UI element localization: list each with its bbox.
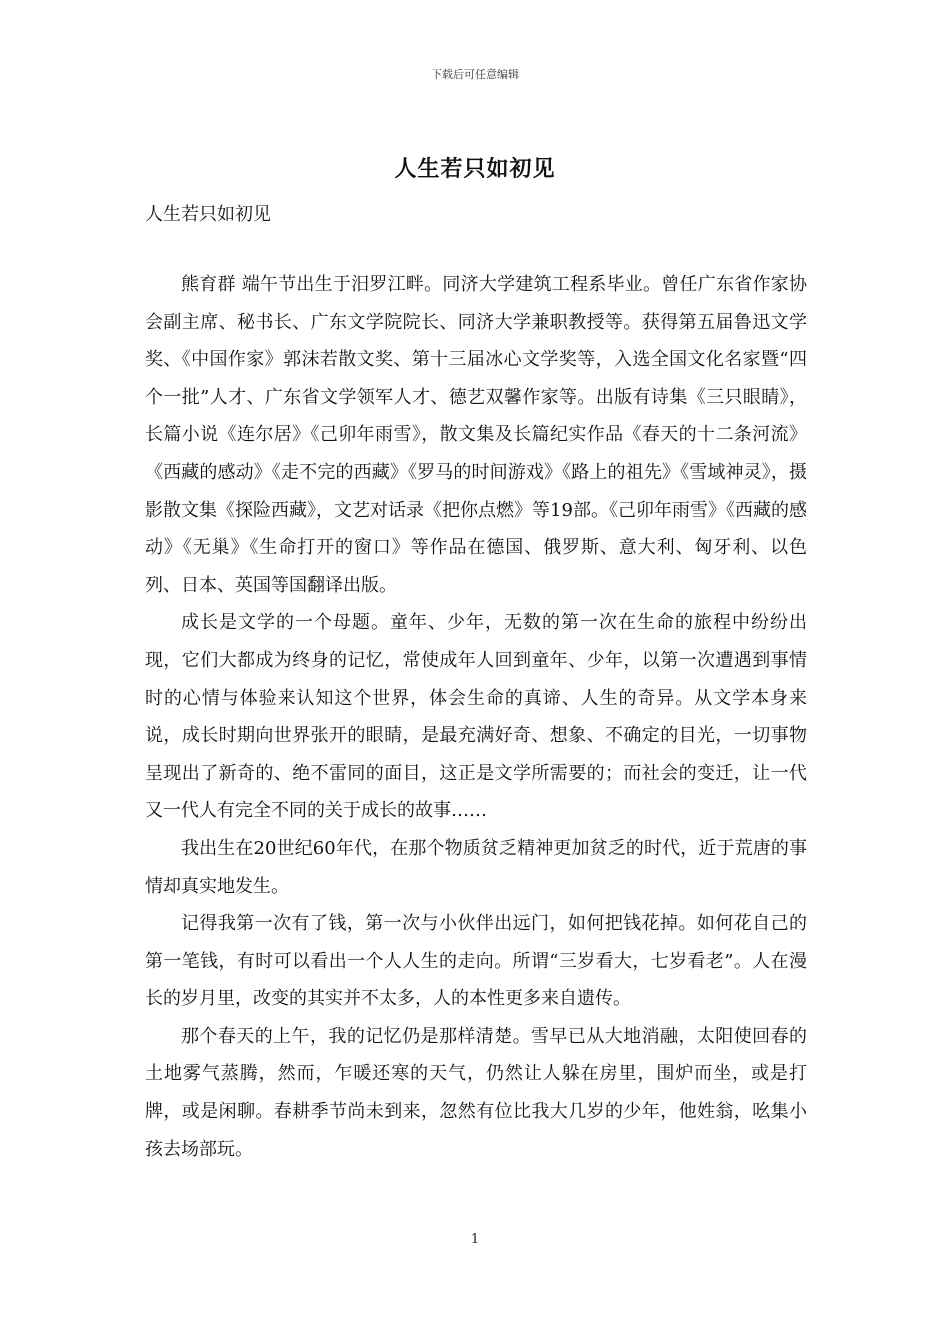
document-subtitle: 人生若只如初见 [145, 204, 271, 225]
document-title: 人生若只如初见 [394, 156, 556, 182]
paragraph-spring-morning: 那个春天的上午，我的记忆仍是那样清楚。雪早已从大地消融，太阳使回春的土地雾气蒸腾，然而，乍暖还寒的天气，仍然让人躲在房里，围炉而坐，或是打牌，或是闲聊。春耕季节尚未到来，忽然有位比我大几岁的少年，他姓翁，吆集小孩去场部玩。 [145, 1025, 807, 1160]
paragraph-growth-theme: 成长是文学的一个母题。童年、少年，无数的第一次在生命的旅程中纷纷出现，它们大都成为终身的记忆，常使成年人回到童年、少年，以第一次遭遇到事情时的心情与体验来认知这个世界，体会生命的真谛、人生的奇异。从文学本身来说，成长时期向世界张开的眼睛，是最充满好奇、想象、不确定的目光，一切事物呈现出了新奇的、绝不雷同的面目，这正是文学所需要的；而社会的变迁，让一代又一代人有完全不同的关于成长的故事…… [145, 612, 807, 822]
paragraph-author-bio: 熊育群 端午节出生于汨罗江畔。同济大学建筑工程系毕业。曾任广东省作家协会副主席、秘书长、广东文学院院长、同济大学兼职教授等。获得第五届鲁迅文学奖、《中国作家》郭沫若散文奖、第十三届冰心文学奖等，入选全国文化名家暨“四个一批”人才、广东省文学领军人才、德艺双馨作家等。出版有诗集《三只眼睛》，长篇小说《连尔居》《己卯年雨雪》，散文集及长篇纪实作品《春天的十二条河流》《西藏的感动》《走不完的西藏》《罗马的时间游戏》《路上的祖先》《雪域神灵》，摄影散文集《探险西藏》，文艺对话录《把你点燃》等19部。《己卯年雨雪》《西藏的感动》《无巢》《生命打开的窗口》等作品在德国、俄罗斯、意大利、匈牙利、以色列、日本、英国等国翻译出版。 [145, 274, 807, 596]
paragraph-birth-era: 我出生在20世纪60年代，在那个物质贫乏精神更加贫乏的时代，近于荒唐的事情却真实地发生。 [145, 837, 807, 897]
header-note: 下载后可任意编辑 [431, 68, 519, 81]
paragraph-first-money: 记得我第一次有了钱，第一次与小伙伴出远门，如何把钱花掉。如何花自己的第一笔钱，有时可以看出一个人人生的走向。所谓“三岁看大，七岁看老”。人在漫长的岁月里，改变的其实并不太多，人的本性更多来自遗传。 [145, 913, 807, 1010]
page-number: 1 [470, 1232, 480, 1247]
body-text [145, 266, 807, 1168]
